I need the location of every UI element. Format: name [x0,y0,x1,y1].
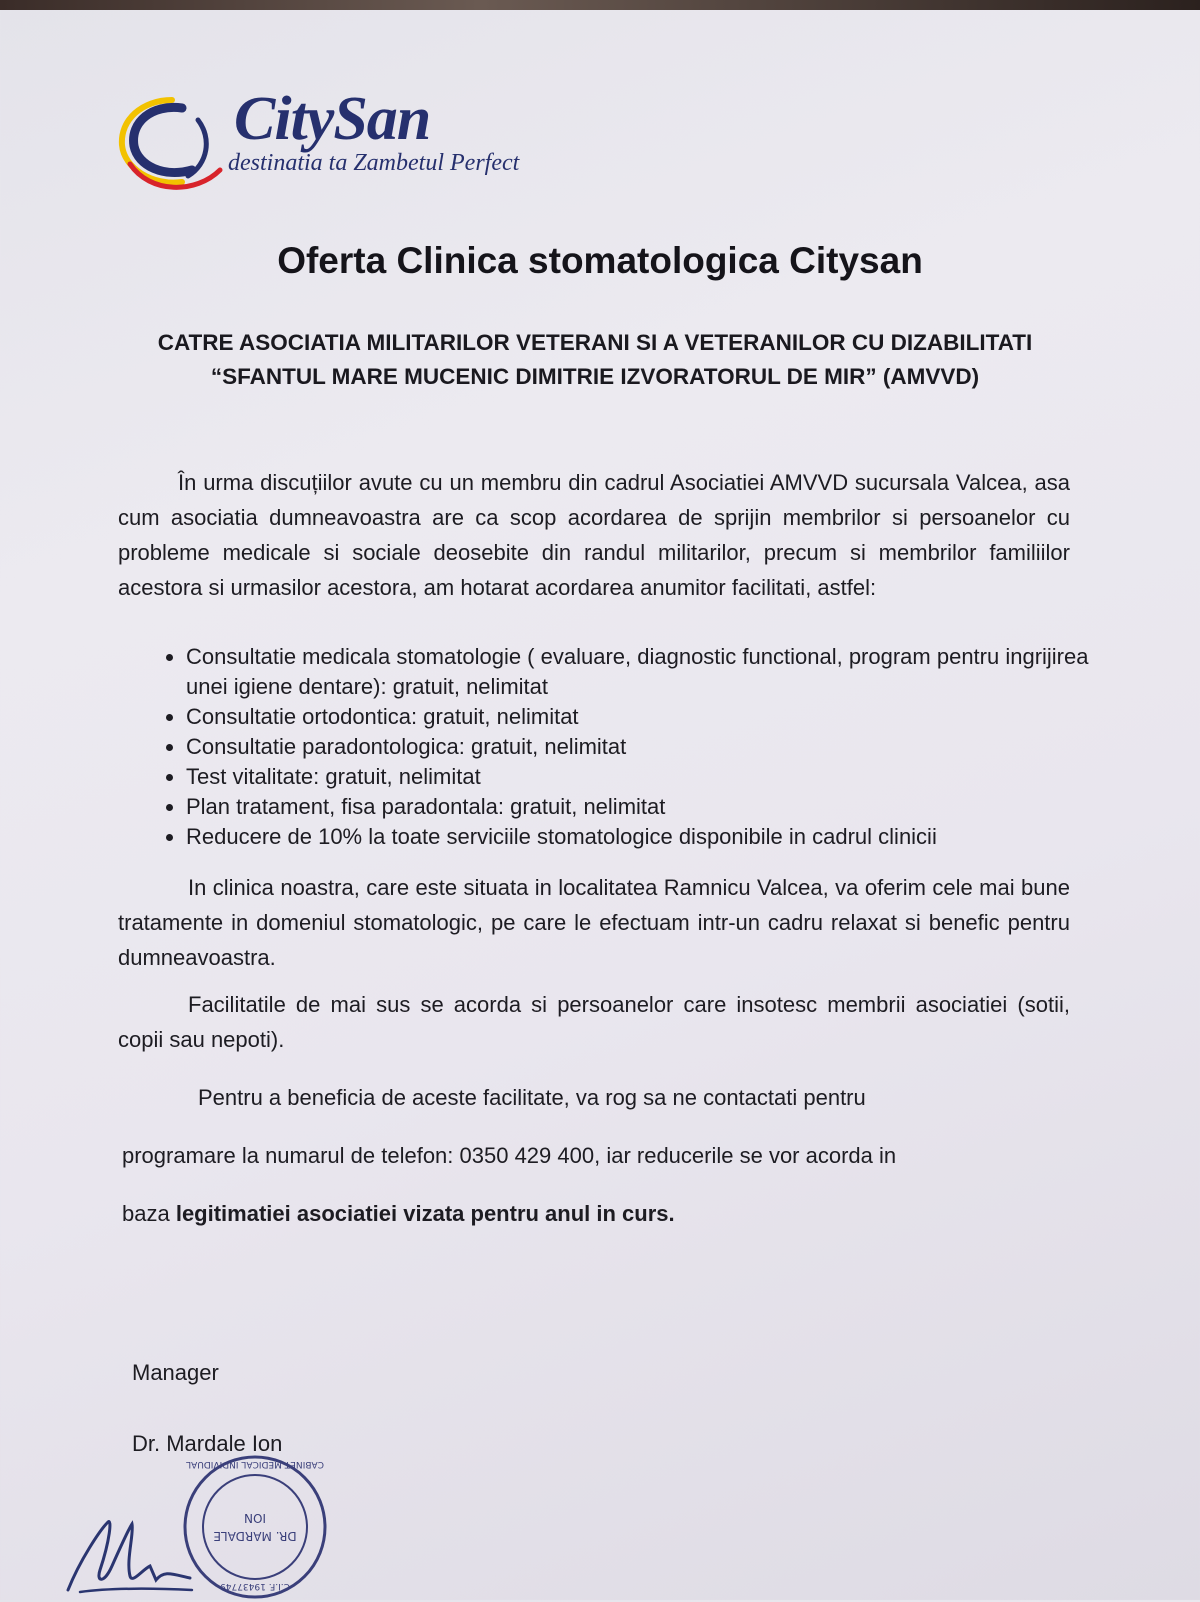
facilities-list [150,642,1106,852]
photo-top-edge [0,0,1200,10]
list-item: • Test vitalitate: gratuit, nelimitat [186,762,1106,792]
clinic-paragraph: In clinica noastra, care este situata in localitatea Ramnicu Valcea, va oferim cele mai bune tratamente in domeniul stomatologic, pe care le efectuam intr-un cadru relaxat si benefic pentru dumneavoastra. [118,875,1070,970]
list-item: • Consultatie medicala stomatologie ( evaluare, diagnostic functional, program pentru ingrijirea unei igiene dentare): gratuit, nelimitat [186,642,1106,702]
signatory-name: Dr. Mardale Ion [132,1431,283,1456]
document-title: Oferta Clinica stomatologica Citysan [277,240,923,281]
contact-line-1: Pentru a beneficia de aceste facilitate, va rog sa ne contactati pentru [198,1085,866,1110]
brand-tagline: destinatia ta Zambetul Perfect [228,150,520,176]
citysan-logo [112,84,520,204]
svg-text:C.I.F. 19437749: C.I.F. 19437749 [220,1581,290,1591]
list-item: • Plan tratament, fisa paradontala: gratuit, nelimitat [186,792,1106,822]
contact-line-3-bold: legitimatiei asociatiei vizata pentru anul in curs. [175,1201,675,1226]
signatory-role: Manager [132,1360,219,1385]
handwritten-signature-icon [60,1500,200,1600]
citysan-swirl-logo-icon [112,90,232,200]
letter-page [0,10,1200,1600]
intro-paragraph: În urma discuțiilor avute cu un membru din cadrul Asociatiei AMVVD sucursala Valcea, asa cum asociatia dumneavoastra are ca scop acordarea de sprijin membrilor si persoanelor cu probleme medicale si sociale deosebite din randul militarilor, precum si membrilor familiilor acestora si urmasilor acestora, am hotarat acordarea anumitor facilitati, astfel: [118,470,1070,600]
svg-text:DR. MARDALE: DR. MARDALE [213,1529,297,1543]
contact-line-3-prefix: baza [122,1201,176,1226]
round-stamp-icon [180,1452,330,1602]
list-item: • Consultatie paradontologica: gratuit, nelimitat [186,732,1106,762]
family-paragraph: Facilitatile de mai sus se acorda si persoanelor care insotesc membrii asociatiei (sotii, copii sau nepoti). [118,992,1070,1052]
recipient-heading: CATRE ASOCIATIA MILITARILOR VETERANI SI A VETERANILOR CU DIZABILITATI “SFANTUL MARE MUCENIC DIMITRIE IZVORATORUL DE MIR” (AMVVD) [157,330,1033,389]
contact-line-2: programare la numarul de telefon: 0350 429 400, iar reducerile se vor acorda in [122,1143,897,1168]
svg-text:ION: ION [244,1511,266,1525]
brand-name: CitySan [234,85,431,153]
list-item: • Consultatie ortodontica: gratuit, nelimitat [186,702,1106,732]
list-item: • Reducere de 10% la toate serviciile stomatologice disponibile in cadrul clinicii [186,822,1106,852]
svg-text:CABINET MEDICAL INDIVIDUAL: CABINET MEDICAL INDIVIDUAL [186,1459,324,1469]
contact-line-3 [122,1201,1072,1227]
